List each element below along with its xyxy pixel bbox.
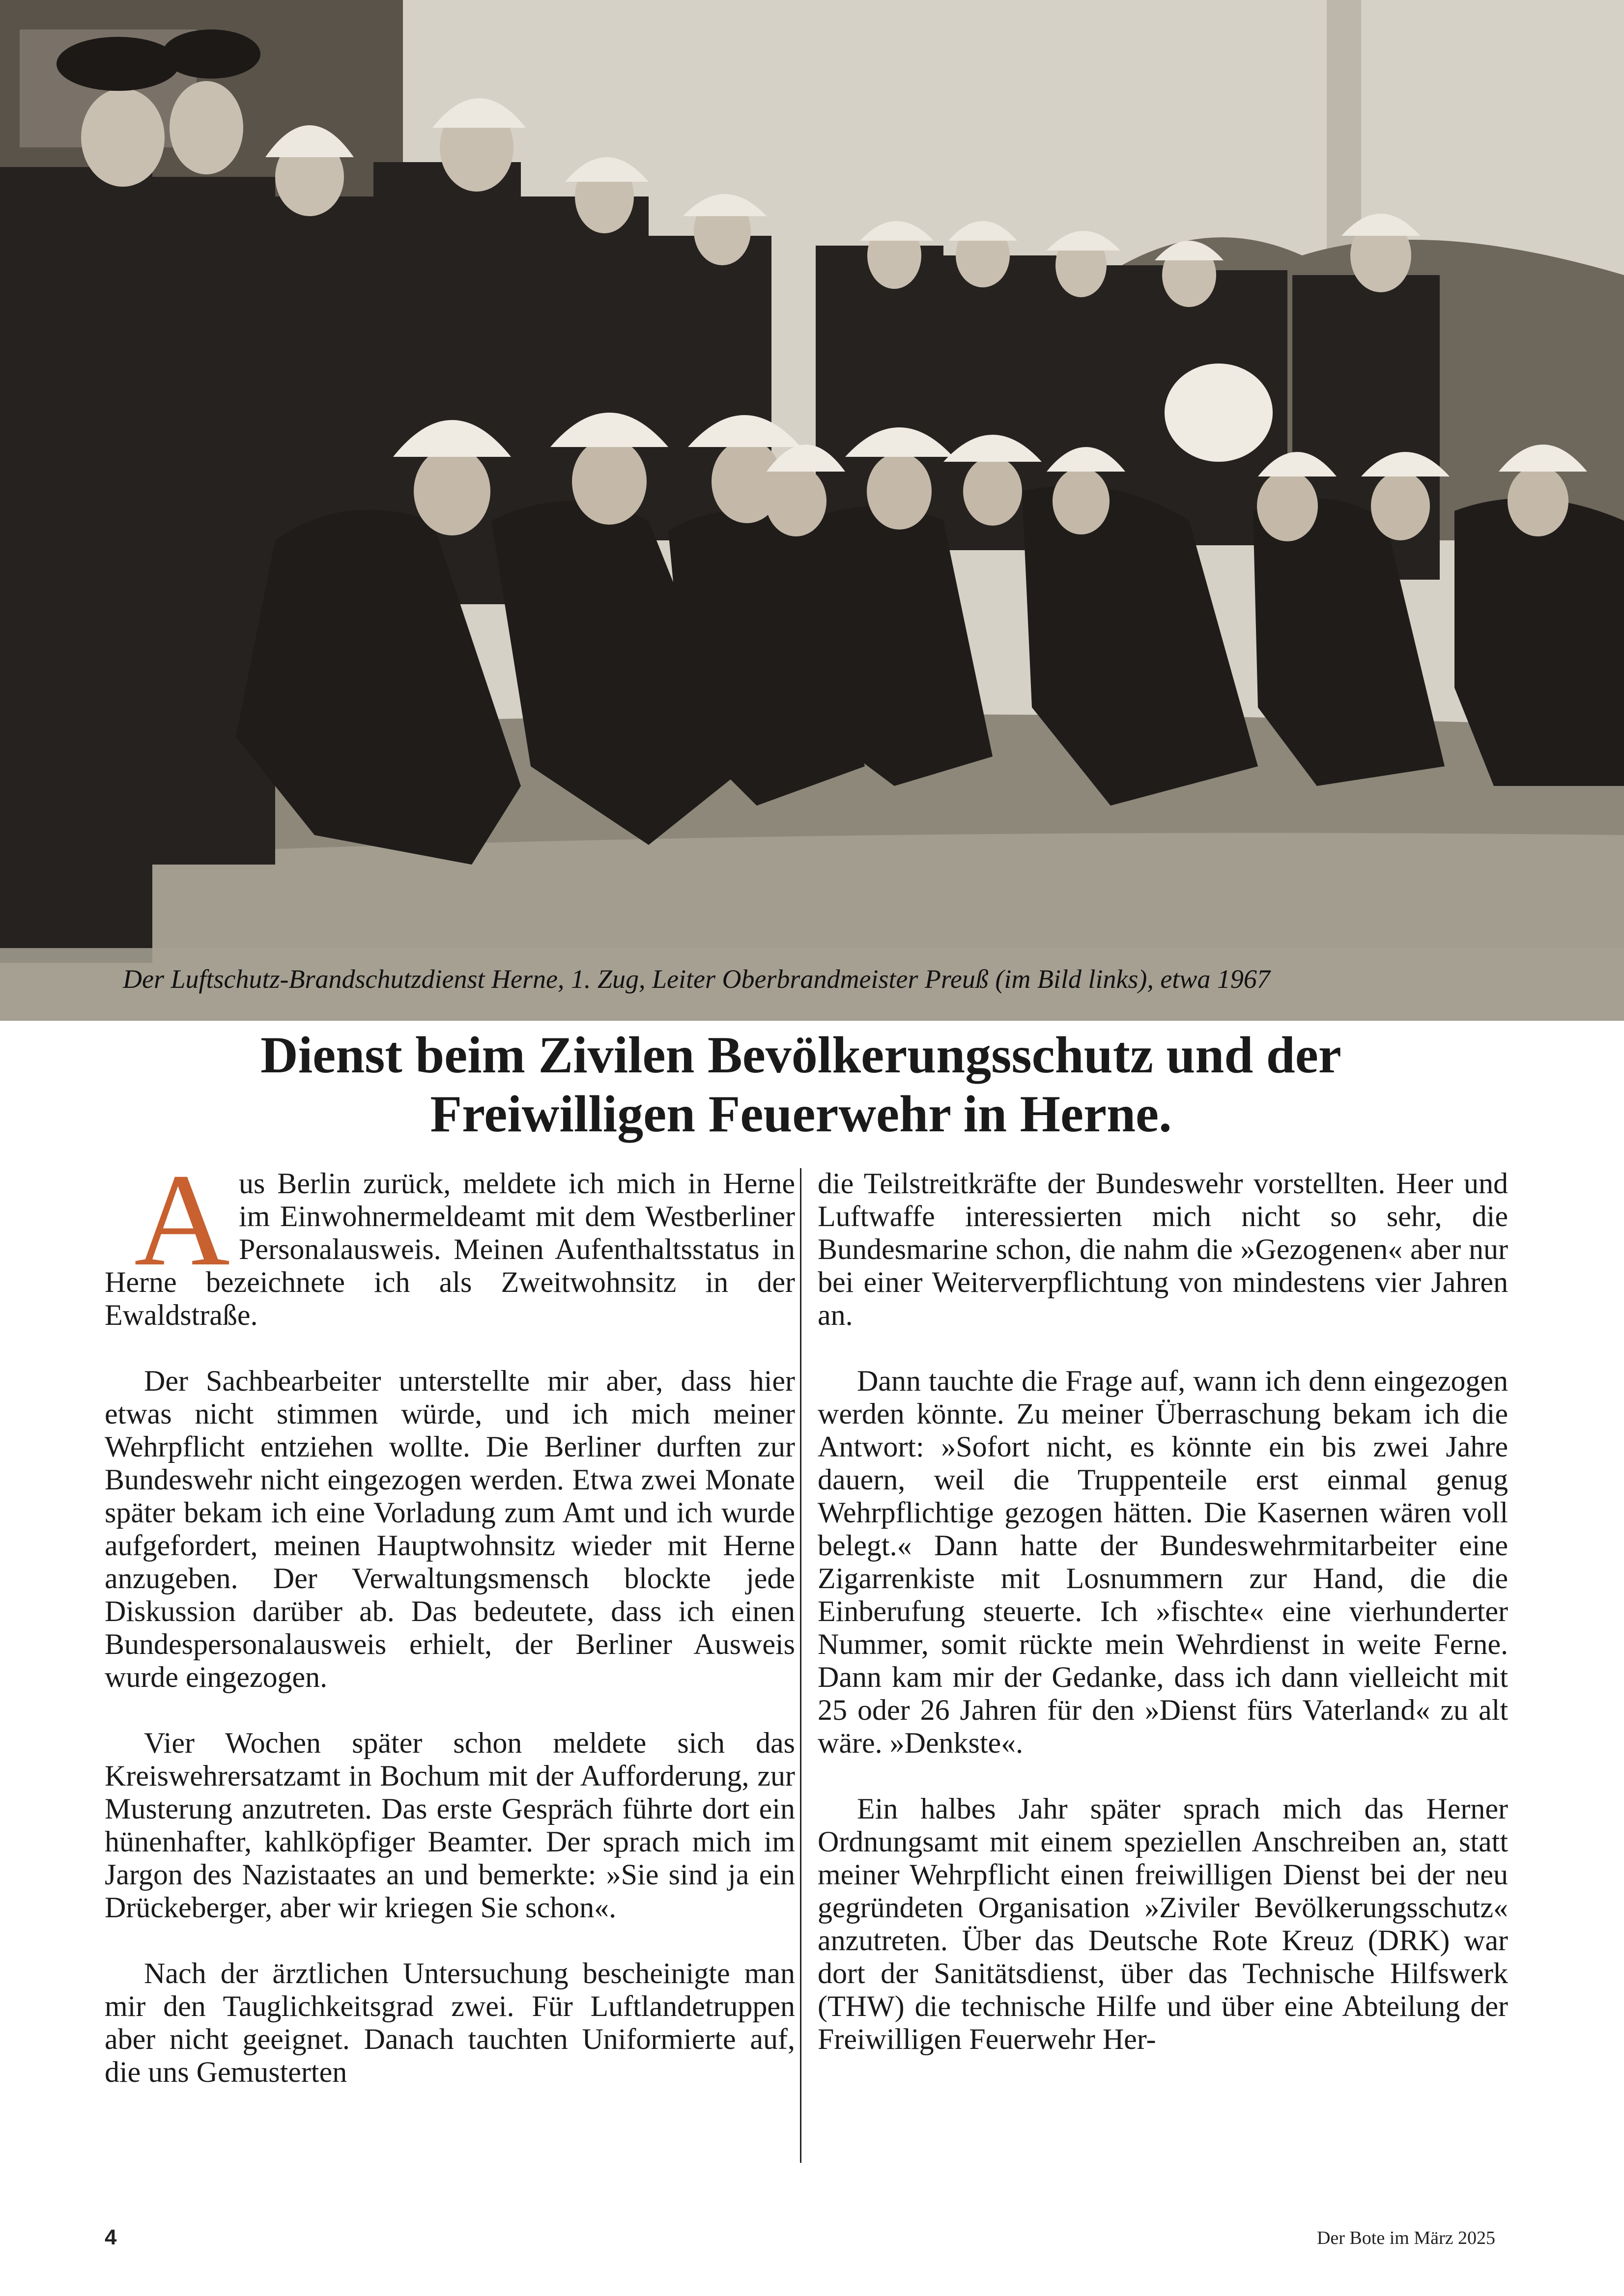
paragraph-7: Ein halbes Jahr später sprach mich das Herner Ordnungsamt mit einem speziellen Anschreiben an, statt meiner Wehrpflicht einen freiwilligen Dienst bei der neu gegründeten Organisation »Ziviler Bevölkerungsschutz« anzutreten. Über das Deutsche Rote Kreuz (DRK) war dort der Sanitätsdienst, über das Technische Hilfswerk (THW) die technische Hilfe und über eine Abteilung der Freiwilligen Feuerwehr Her- — [818, 1792, 1508, 2055]
paragraph-2: Der Sachbearbeiter unterstellte mir aber, dass hier etwas nicht stimmen würde, und ich mich meiner Wehrpflicht entziehen wollte. Die Berliner durften zur Bundeswehr nicht eingezogen werden. Etwa zwei Monate später bekam ich eine Vorladung zum Amt und ich wurde aufgefordert, meinen Hauptwohnsitz wieder mit Herne anzugeben. Der Verwaltungsmensch blockte jede Diskussion darüber ab. Das bedeutete, dass ich einen Bundespersonalausweis erhielt, der Berliner Ausweis wurde eingezogen. — [105, 1365, 795, 1693]
paragraph-4: Nach der ärztlichen Untersuchung bescheinigte man mir den Tauglichkeitsgrad zwei. Für Luftlandetruppen aber nicht geeignet. Danach tauchten Uniformierte auf, die uns Gemusterten — [105, 1957, 795, 2088]
publication-footer: Der Bote im März 2025 — [1316, 2228, 1495, 2248]
paragraph-1-text: us Berlin zurück, meldete ich mich in Herne im Einwohnermeldeamt mit dem Westberliner Personalausweis. Meinen Aufenthaltsstatus in Herne bezeichnete ich als Zweitwohnsitz in der Ewaldstraße. — [105, 1167, 795, 1331]
paragraph-6: Dann tauchte die Frage auf, wann ich denn eingezogen werden könnte. Zu meiner Überraschung bekam ich die Antwort: »Sofort nicht, es könnte ein bis zwei Jahre dauern, weil die Truppenteile erst einmal genug Wehrpflichtige gezogen hätten. Die Kasernen wären voll belegt.« Dann hatte der Bundeswehrmitarbeiter eine Zigarrenkiste mit Losnummern zur Hand, die die Einberufung steuerte. Ich »fischte« eine vierhunderter Nummer, somit rückte mein Wehrdienst in weite Ferne. Dann kam mir der Gedanke, dass ich dann vielleicht mit 25 oder 26 Jahren für den »Dienst fürs Vaterland« zu alt wäre. »Denkste«. — [818, 1365, 1508, 1759]
column-divider — [800, 1168, 801, 2163]
photo-caption: Der Luftschutz-Brandschutzdienst Herne, 1. Zug, Leiter Oberbrandmeister Preuß (im Bild links), etwa 1967 — [123, 964, 1270, 994]
article-column-left — [105, 1147, 795, 2089]
group-photo — [0, 0, 1624, 1021]
headline-line-1: Dienst beim Zivilen Bevölkerungsschutz und der — [260, 1026, 1341, 1084]
photo-illustration — [0, 0, 1624, 1021]
paragraph-1 — [105, 1147, 795, 1332]
paragraph-3: Vier Wochen später schon meldete sich das Kreiswehrersatzamt in Bochum mit der Aufforderung, zur Musterung anzutreten. Das erste Gespräch führte dort ein hünenhafter, kahlköpfiger Beamter. Der sprach mich im Jargon des Nazistaates an und bemerkte: »Sie sind ja ein Drückeberger, aber wir kriegen Sie schon«. — [105, 1727, 795, 1924]
headline-line-2: Freiwilligen Feuerwehr in Herne. — [430, 1085, 1172, 1143]
drop-cap: A — [134, 1147, 230, 1293]
article-headline — [98, 1026, 1504, 1144]
article-column-right — [818, 1167, 1508, 2056]
paragraph-5: die Teilstreitkräfte der Bundeswehr vorstellten. Heer und Luftwaffe interessierten mich nicht so sehr, die Bundesmarine schon, die nahm die »Gezogenen« aber nur bei einer Weiterverpflichtung von mindestens vier Jahren an. — [818, 1167, 1508, 1331]
page-number: 4 — [105, 2225, 117, 2249]
